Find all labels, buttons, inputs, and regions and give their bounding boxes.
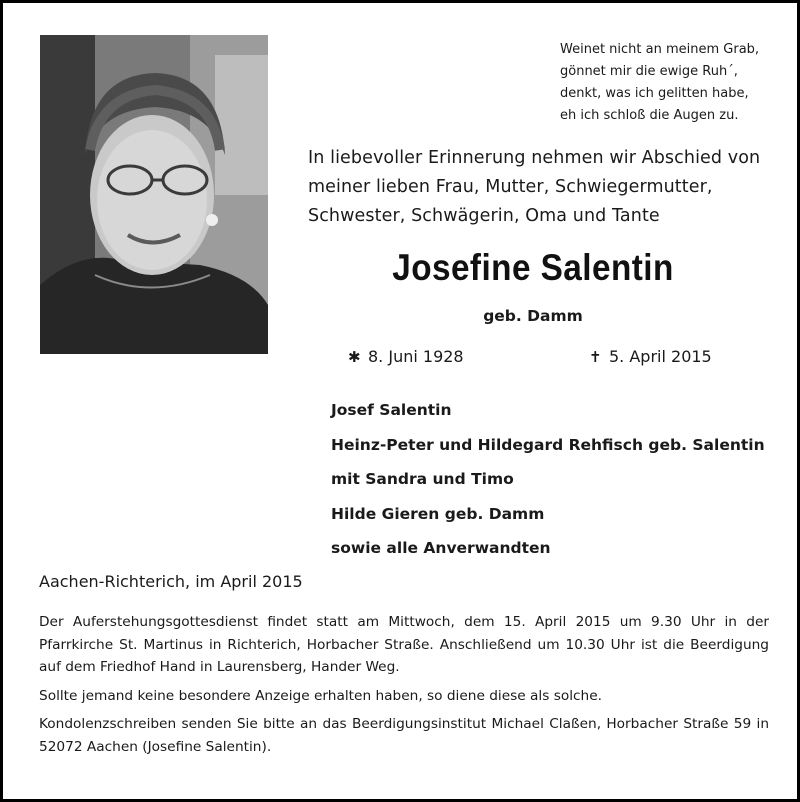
death-cross-icon: ✝: [589, 348, 602, 366]
place-date: Aachen-Richterich, im April 2015: [39, 572, 303, 591]
service-details: [39, 611, 769, 764]
mourner-line: Josef Salentin: [331, 401, 452, 419]
birth-star-icon: ✱: [348, 348, 361, 366]
death-date: 5. April 2015: [609, 347, 712, 366]
maiden-name: geb. Damm: [483, 307, 583, 325]
mourner-line: Heinz-Peter und Hildegard Rehfisch geb. Salentin: [331, 435, 765, 454]
condolence-paragraph: Kondolenzschreiben senden Sie bitte an das Beerdigungsinstitut Michael Claßen, Horbacher Straße 59 in 52072 Aachen (Josefine Salentin).: [39, 716, 769, 755]
birth-date-row: [348, 347, 464, 366]
mourner-line: Hilde Gieren geb. Damm: [331, 504, 545, 523]
intro-line: Schwester, Schwägerin, Oma und Tante: [308, 206, 660, 226]
mourners-list: [331, 393, 765, 566]
portrait-image: [40, 35, 268, 354]
mourner-line: mit Sandra und Timo: [331, 470, 514, 488]
poem: [560, 39, 792, 127]
intro-line: In liebevoller Erinnerung nehmen wir Abschied von: [308, 148, 761, 168]
intro-text: [308, 144, 778, 231]
poem-line: Weinet nicht an meinem Grab,: [560, 42, 760, 57]
deceased-name: Josefine Salentin: [392, 247, 674, 288]
mourner-line: sowie alle Anverwandten: [331, 539, 551, 557]
death-date-row: [589, 347, 712, 366]
portrait-photo: [40, 35, 268, 354]
service-paragraph: Der Auferstehungsgottesdienst findet statt am Mittwoch, dem 15. April 2015 um 9.30 Uhr in der Pfarrkirche St. Martinus in Richterich, Horbacher Straße. Anschließend um 10.30 Uhr ist die Beerdigung auf dem Friedhof Hand in Laurensberg, Hander Weg.: [39, 614, 769, 675]
birth-date: 8. Juni 1928: [368, 347, 464, 366]
poem-line: eh ich schloß die Augen zu.: [560, 108, 739, 123]
poem-line: denkt, was ich gelitten habe,: [560, 86, 749, 101]
poem-line: gönnet mir die ewige Ruh´,: [560, 64, 738, 79]
intro-line: meiner lieben Frau, Mutter, Schwiegermutter,: [308, 177, 713, 197]
notice-paragraph: Sollte jemand keine besondere Anzeige erhalten haben, so diene diese als solche.: [39, 687, 602, 704]
